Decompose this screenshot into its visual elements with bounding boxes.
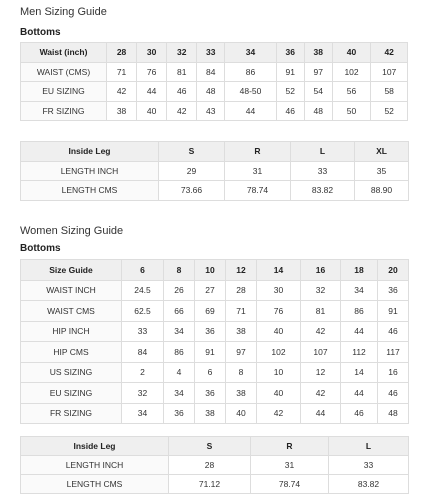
table-cell: 24.5 <box>122 280 164 301</box>
table-cell: 91 <box>195 342 226 363</box>
table-header-row <box>21 437 409 456</box>
table-cell: 29 <box>159 161 225 181</box>
table-cell: 16 <box>378 362 409 383</box>
table-cell: 36 <box>195 383 226 404</box>
table-row <box>21 456 409 475</box>
table-cell: 42 <box>301 383 341 404</box>
table-cell: 27 <box>195 280 226 301</box>
table-cell: 91 <box>378 301 409 322</box>
table-cell: 44 <box>225 101 277 121</box>
table-cell: 42 <box>257 403 301 424</box>
row-label-cell: LENGTH INCH <box>21 456 169 475</box>
table-cell: 40 <box>257 321 301 342</box>
table-cell: 86 <box>225 62 277 82</box>
header-label-cell: Inside Leg <box>21 437 169 456</box>
header-cell: XL <box>355 142 409 162</box>
row-label-cell: WAIST CMS <box>21 301 122 322</box>
table-cell: 71 <box>107 62 137 82</box>
table-cell: 36 <box>164 403 195 424</box>
table-cell: 102 <box>257 342 301 363</box>
header-cell: 32 <box>167 43 197 63</box>
table-cell: 78.74 <box>251 475 329 494</box>
women-bottoms-label: Bottoms <box>20 243 61 254</box>
table-cell: 97 <box>226 342 257 363</box>
header-label-cell: Inside Leg <box>21 142 159 162</box>
table-row <box>21 161 409 181</box>
table-cell: 84 <box>122 342 164 363</box>
table-cell: 46 <box>167 82 197 102</box>
header-cell: 30 <box>137 43 167 63</box>
table-cell: 54 <box>304 82 332 102</box>
header-cell: R <box>251 437 329 456</box>
table-cell: 32 <box>301 280 341 301</box>
table-cell: 76 <box>137 62 167 82</box>
header-cell: 38 <box>304 43 332 63</box>
table-cell: 43 <box>197 101 225 121</box>
table-header-row <box>21 43 408 63</box>
row-label-cell: WAIST INCH <box>21 280 122 301</box>
header-label-cell: Size Guide <box>21 260 122 281</box>
row-label-cell: FR SIZING <box>21 101 107 121</box>
table-cell: 40 <box>137 101 167 121</box>
table-cell: 48 <box>378 403 409 424</box>
table-cell: 66 <box>164 301 195 322</box>
table-cell: 34 <box>164 321 195 342</box>
men-leg-table <box>20 141 409 201</box>
table-row <box>21 383 409 404</box>
table-cell: 34 <box>164 383 195 404</box>
row-label-cell: FR SIZING <box>21 403 122 424</box>
table-cell: 86 <box>341 301 378 322</box>
table-cell: 44 <box>341 321 378 342</box>
table-cell: 14 <box>341 362 378 383</box>
table-cell: 44 <box>301 403 341 424</box>
table-cell: 33 <box>329 456 409 475</box>
table-cell: 71 <box>226 301 257 322</box>
table-cell: 102 <box>332 62 371 82</box>
table-cell: 33 <box>291 161 355 181</box>
header-cell: 28 <box>107 43 137 63</box>
header-cell: R <box>225 142 291 162</box>
header-cell: 33 <box>197 43 225 63</box>
header-cell: 6 <box>122 260 164 281</box>
women-guide-title: Women Sizing Guide <box>20 225 124 237</box>
header-cell: S <box>159 142 225 162</box>
table-cell: 30 <box>257 280 301 301</box>
row-label-cell: HIP CMS <box>21 342 122 363</box>
table-cell: 44 <box>341 383 378 404</box>
table-cell: 81 <box>301 301 341 322</box>
header-cell: S <box>169 437 251 456</box>
table-cell: 32 <box>122 383 164 404</box>
table-cell: 42 <box>301 321 341 342</box>
header-cell: 42 <box>371 43 408 63</box>
header-cell: 36 <box>276 43 304 63</box>
table-cell: 33 <box>122 321 164 342</box>
row-label-cell: EU SIZING <box>21 82 107 102</box>
table-row <box>21 475 409 494</box>
table-cell: 107 <box>301 342 341 363</box>
table-cell: 69 <box>195 301 226 322</box>
table-cell: 83.82 <box>291 181 355 201</box>
table-cell: 46 <box>378 383 409 404</box>
table-cell: 52 <box>371 101 408 121</box>
table-header-row <box>21 142 409 162</box>
table-cell: 84 <box>197 62 225 82</box>
table-cell: 36 <box>195 321 226 342</box>
table-cell: 112 <box>341 342 378 363</box>
table-cell: 71.12 <box>169 475 251 494</box>
women-size-table <box>20 259 409 424</box>
header-cell: L <box>291 142 355 162</box>
table-cell: 46 <box>341 403 378 424</box>
table-cell: 81 <box>167 62 197 82</box>
table-cell: 36 <box>378 280 409 301</box>
table-cell: 38 <box>226 321 257 342</box>
table-cell: 12 <box>301 362 341 383</box>
header-cell: 16 <box>301 260 341 281</box>
table-cell: 38 <box>226 383 257 404</box>
table-cell: 48 <box>197 82 225 102</box>
header-cell: 18 <box>341 260 378 281</box>
table-row <box>21 101 408 121</box>
header-cell: 14 <box>257 260 301 281</box>
table-cell: 78.74 <box>225 181 291 201</box>
header-cell: 8 <box>164 260 195 281</box>
table-cell: 31 <box>251 456 329 475</box>
table-cell: 56 <box>332 82 371 102</box>
table-row <box>21 62 408 82</box>
table-cell: 46 <box>276 101 304 121</box>
table-cell: 73.66 <box>159 181 225 201</box>
table-cell: 34 <box>341 280 378 301</box>
header-cell: 20 <box>378 260 409 281</box>
table-row <box>21 82 408 102</box>
table-row <box>21 181 409 201</box>
table-cell: 28 <box>226 280 257 301</box>
table-row <box>21 403 409 424</box>
table-header-row <box>21 260 409 281</box>
table-row <box>21 301 409 322</box>
table-cell: 44 <box>137 82 167 102</box>
table-cell: 52 <box>276 82 304 102</box>
table-cell: 107 <box>371 62 408 82</box>
table-cell: 86 <box>164 342 195 363</box>
men-bottoms-label: Bottoms <box>20 27 61 38</box>
table-row <box>21 321 409 342</box>
table-cell: 76 <box>257 301 301 322</box>
table-cell: 40 <box>226 403 257 424</box>
table-cell: 4 <box>164 362 195 383</box>
table-cell: 48-50 <box>225 82 277 102</box>
row-label-cell: EU SIZING <box>21 383 122 404</box>
table-cell: 6 <box>195 362 226 383</box>
row-label-cell: US SIZING <box>21 362 122 383</box>
table-cell: 83.82 <box>329 475 409 494</box>
row-label-cell: LENGTH CMS <box>21 181 159 201</box>
table-cell: 117 <box>378 342 409 363</box>
table-cell: 88.90 <box>355 181 409 201</box>
table-cell: 26 <box>164 280 195 301</box>
table-cell: 8 <box>226 362 257 383</box>
table-cell: 97 <box>304 62 332 82</box>
table-cell: 34 <box>122 403 164 424</box>
table-cell: 50 <box>332 101 371 121</box>
table-cell: 2 <box>122 362 164 383</box>
table-cell: 28 <box>169 456 251 475</box>
row-label-cell: WAIST (CMS) <box>21 62 107 82</box>
men-waist-table <box>20 42 408 121</box>
table-cell: 38 <box>195 403 226 424</box>
row-label-cell: LENGTH INCH <box>21 161 159 181</box>
table-cell: 48 <box>304 101 332 121</box>
table-cell: 31 <box>225 161 291 181</box>
table-cell: 40 <box>257 383 301 404</box>
header-cell: 12 <box>226 260 257 281</box>
table-cell: 42 <box>167 101 197 121</box>
table-cell: 10 <box>257 362 301 383</box>
table-row <box>21 280 409 301</box>
table-row <box>21 342 409 363</box>
header-cell: L <box>329 437 409 456</box>
men-guide-title: Men Sizing Guide <box>20 6 107 18</box>
header-cell: 10 <box>195 260 226 281</box>
table-cell: 35 <box>355 161 409 181</box>
table-cell: 42 <box>107 82 137 102</box>
table-cell: 62.5 <box>122 301 164 322</box>
header-label-cell: Waist (inch) <box>21 43 107 63</box>
table-cell: 58 <box>371 82 408 102</box>
table-cell: 38 <box>107 101 137 121</box>
women-leg-table <box>20 436 409 494</box>
row-label-cell: HIP INCH <box>21 321 122 342</box>
header-cell: 40 <box>332 43 371 63</box>
table-row <box>21 362 409 383</box>
header-cell: 34 <box>225 43 277 63</box>
row-label-cell: LENGTH CMS <box>21 475 169 494</box>
table-cell: 91 <box>276 62 304 82</box>
table-cell: 46 <box>378 321 409 342</box>
